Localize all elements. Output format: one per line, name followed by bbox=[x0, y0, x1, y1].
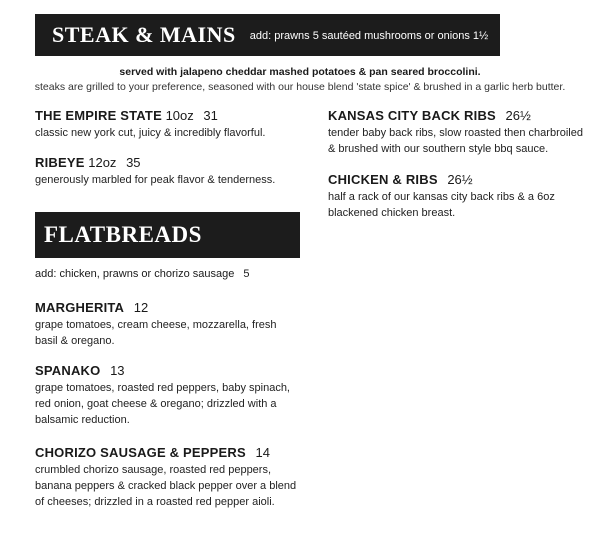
flatbreads-title: FLATBREADS bbox=[44, 222, 202, 247]
menu-item-chorizo-peppers bbox=[35, 444, 305, 510]
item-price: 31 bbox=[203, 108, 218, 123]
item-description: half a rack of our kansas city back ribs & a 6oz blackened chicken breast. bbox=[328, 191, 555, 219]
item-price: 26½ bbox=[447, 172, 473, 187]
item-name: CHORIZO SAUSAGE & PEPPERS bbox=[35, 445, 246, 460]
item-name: THE EMPIRE STATE bbox=[35, 108, 162, 123]
item-name: KANSAS CITY BACK RIBS bbox=[328, 108, 496, 123]
item-description: classic new york cut, juicy & incredibly flavorful. bbox=[35, 127, 266, 139]
item-size: 12oz bbox=[88, 155, 117, 170]
menu-item-margherita bbox=[35, 299, 300, 349]
steak-served-with: served with jalapeno cheddar mashed potatoes & pan seared broccolini. bbox=[119, 66, 481, 78]
item-price: 12 bbox=[133, 300, 149, 315]
item-price: 35 bbox=[126, 155, 141, 170]
menu-item-spanako bbox=[35, 362, 300, 428]
steak-note: steaks are grilled to your preference, seasoned with our house blend 'state spice' & brushed in a garlic herb butter. bbox=[34, 81, 566, 93]
item-name: CHICKEN & RIBS bbox=[328, 172, 438, 187]
flatbreads-addons-label: add: chicken, prawns or chorizo sausage bbox=[35, 268, 235, 280]
item-name: RIBEYE bbox=[35, 155, 85, 170]
menu-item-kansas-city-ribs bbox=[328, 107, 583, 157]
item-price: 26½ bbox=[505, 108, 531, 123]
item-description: tender baby back ribs, slow roasted then charbroiled & brushed with our southern style bbq sauce. bbox=[328, 127, 583, 155]
item-price: 14 bbox=[255, 445, 270, 460]
steak-mains-title: STEAK & MAINS bbox=[52, 22, 236, 47]
item-description: grape tomatoes, cream cheese, mozzarella, fresh basil & oregano. bbox=[35, 319, 277, 347]
item-price: 13 bbox=[110, 363, 125, 378]
menu-item-chicken-ribs bbox=[328, 171, 583, 221]
item-size: 10oz bbox=[165, 108, 194, 123]
item-description: generously marbled for peak flavor & tenderness. bbox=[35, 174, 276, 186]
item-description: crumbled chorizo sausage, roasted red peppers, banana peppers & cracked black pepper over a blend of cheeses; drizzled in a roasted red pepper aioli. bbox=[35, 464, 297, 508]
steak-addons: add: prawns 5 sautéed mushrooms or onions 1½ bbox=[249, 30, 489, 42]
item-description: grape tomatoes, roasted red peppers, baby spinach, red onion, goat cheese & oregano; drizzled with a balsamic reduction. bbox=[35, 382, 290, 426]
flatbreads-addons-price: 5 bbox=[243, 268, 250, 280]
flatbreads-addons bbox=[35, 268, 250, 280]
flatbreads-banner bbox=[35, 212, 300, 258]
item-name: MARGHERITA bbox=[35, 300, 125, 315]
menu-item-ribeye bbox=[35, 154, 305, 188]
steak-mains-banner bbox=[35, 14, 500, 56]
item-name: SPANAKO bbox=[35, 363, 101, 378]
menu-item-empire-state bbox=[35, 107, 305, 141]
